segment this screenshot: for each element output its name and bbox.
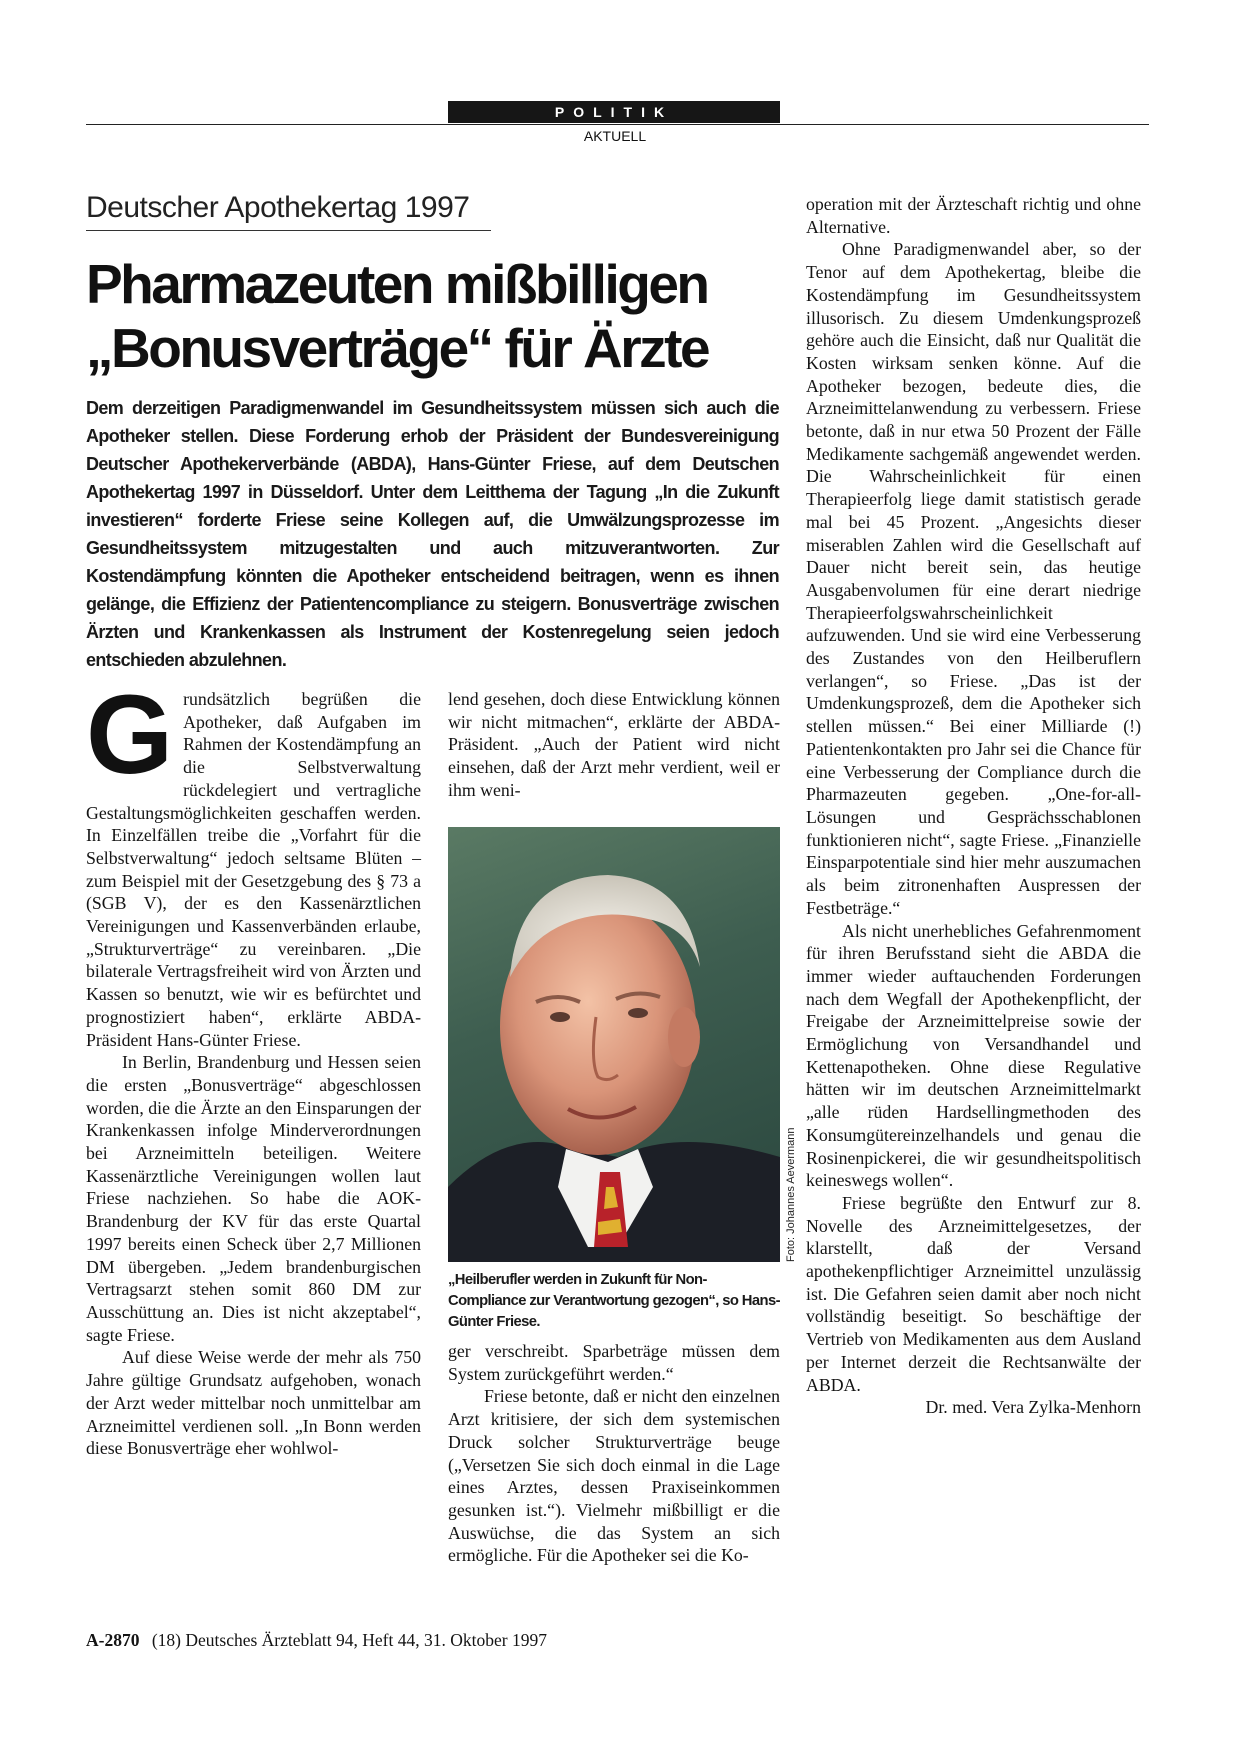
portrait-illustration bbox=[448, 827, 780, 1262]
paragraph-4: lend gesehen, doch diese Entwicklung können wir nicht mitmachen“, erklärte der ABDA-Präsident. „Auch der Patient wird nicht einsehen, daß der Arzt mehr verdient, weil er ihm weni- bbox=[448, 689, 780, 800]
body-column-2-bottom bbox=[448, 1340, 780, 1567]
paragraph-10: Friese begrüßte den Entwurf zur 8. Novelle des Arzneimittelgesetzes, der klarstellt, daß der Versand apothekenpflichtiger Arzneimittel unzulässig ist. Die Gefahren seien damit aber noch nicht vollständig beseitigt. So beschäftige der Vertrieb von Medikamenten aus dem Ausland per Internet derzeit die Rechtsanwälte der ABDA. bbox=[806, 1192, 1141, 1395]
article-headline bbox=[86, 252, 786, 380]
paragraph-1-text: rundsätzlich begrüßen die Apotheker, daß Aufgaben im Rahmen der Kostendämpfung an die Selbstverwaltung rückdelegiert und vertragliche Gestaltungsmöglichkeiten geschaffen werden. In Einzelfällen treibe die „Vorfahrt für die Selbstverwaltung“ jedoch seltsame Blüten – zum Beispiel mit der Gesetzgebung des § 73 a (SGB V), der es den Kassenärztlichen Vereinigungen und Kassenverbänden erlaube, „Strukturverträge“ zu vereinbaren. „Die bilaterale Vertragsfreiheit wird von Ärzten und Kassen so benutzt, wie wir es befürchtet und prognostiziert haben“, erklärte ABDA-Präsident Hans-Günter Friese. bbox=[86, 689, 421, 1050]
paragraph-2: In Berlin, Brandenburg und Hessen seien die ersten „Bonusverträge“ abgeschlossen worden, die die Ärzte an den Einsparungen der Krankenkassen infolge Minderverordnungen bei Arzneimitteln beteiligen. Weitere Kassenärztliche Vereinigungen wollen laut Friese nachziehen. So habe die AOK-Brandenburg der KV für das erste Quartal 1997 bereits einen Scheck über 2,7 Millionen DM übergeben. „Jedem brandenburgischen Vertragsarzt stehen somit 860 DM zur Ausschüttung an. Dies ist nicht akzeptabel“, sagte Friese. bbox=[86, 1052, 421, 1345]
paragraph-6: Friese betonte, daß er nicht den einzelnen Arzt kritisiere, der sich dem systemischen Druck solcher Strukturverträge beuge („Versetzen Sie sich doch einmal in die Lage eines Arztes, dessen Praxiseinkommen gesunken ist.“). Vielmehr mißbilligt er die Auswüchse, die das System an sich ermögliche. Für die Apotheker sei die Ko- bbox=[448, 1386, 780, 1566]
drop-cap: G bbox=[86, 672, 174, 797]
subsection-label: AKTUELL bbox=[583, 128, 647, 144]
article-author: Dr. med. Vera Zylka-Menhorn bbox=[925, 1397, 1141, 1418]
photo-caption: „Heilberufler werden in Zukunft für Non-Compliance zur Verantwortung gezogen“, so Hans-Günter Friese. bbox=[448, 1272, 780, 1330]
header-rule bbox=[86, 124, 1149, 125]
journal-citation: (18) Deutsches Ärzteblatt 94, Heft 44, 31. Oktober 1997 bbox=[151, 1630, 547, 1650]
paragraph-1 bbox=[86, 672, 421, 1051]
photo-credit: Foto: Johannes Aevermann bbox=[785, 1127, 797, 1262]
paragraph-9: Als nicht unerhebliches Gefahrenmoment für ihren Berufsstand sieht die ABDA die immer wieder auftauchenden Forderungen nach dem Wegfall der Apothekenpflicht, der Freigabe der Arzneimittelpreise sowie der Ermöglichung von Versandhandel und Kettenapotheken. Ohne diese Regulative hätten wir im deutschen Arzneimittelmarkt „alle rüden Hardsellingmethoden des Konsumgütereinzelhandels und genau die Rosinenpickerei, die wir gesundheitspolitisch keineswegs wollen“. bbox=[806, 920, 1141, 1191]
paragraph-7: operation mit der Ärzteschaft richtig und ohne Alternative. bbox=[806, 194, 1141, 237]
section-label: POLITIK bbox=[448, 101, 780, 123]
page-footer bbox=[86, 1630, 547, 1651]
article-kicker: Deutscher Apothekertag 1997 bbox=[86, 190, 491, 231]
body-column-1 bbox=[86, 672, 421, 1460]
page-number: A-2870 bbox=[86, 1630, 140, 1650]
headline-line-2: „Bonusverträge“ für Ärzte bbox=[86, 317, 709, 379]
body-column-2-top bbox=[448, 688, 780, 802]
paragraph-3: Auf diese Weise werde der mehr als 750 Jahre gültige Grundsatz aufgehoben, wonach der Arzt weder mittelbar noch unmittelbar am Arzneimittel verdienen soll. „In Bonn werden diese Bonusverträge eher wohlwol- bbox=[86, 1347, 421, 1459]
paragraph-8: Ohne Paradigmenwandel aber, so der Tenor auf dem Apothekertag, bleibe die Kostendämpfung im Gesundheitssystem illusorisch. Zu diesem Umdenkungsprozeß gehöre auch die Einsicht, daß nur Qualität die Kosten wirksam senken könne. Auf die Apotheker bezogen, bedeute dies, die Arzneimittelanwendung zu verbessern. Friese betonte, daß in nur etwa 50 Prozent der Fälle Medikamente sachgemäß angewendet werden. Die Wahrscheinlichkeit für einen Therapieerfolg liege damit statistisch gerade mal bei 45 Prozent. „Angesichts dieser miserablen Zahlen wird die Gesellschaft auf Dauer nicht bereit sein, das heutige Ausgabenvolumen für eine derart niedrige Therapieerfolgswahrscheinlichkeit aufzuwenden. Und sie wird eine Verbesserung des Zustandes von den Heilberuflern verlangen“, so Friese. „Das ist der Umdenkungsprozeß, dem die Apotheker sich stellen müssen.“ Bei einer Milliarde (!) Patientenkontakten pro Jahr sei die Chance für eine Verbesserung der Compliance durch die Pharmazeuten gegeben. „One-for-all-Lösungen und Gesprächsschablonen funktionieren nicht“, sagte Friese. „Finanzielle Einsparpotentiale sind hier mehr auszumachen als beim zitronenhaften Auspressen der Festbeträge.“ bbox=[806, 239, 1141, 918]
article-lead: Dem derzeitigen Paradigmenwandel im Gesundheitssystem müssen sich auch die Apotheker stellen. Diese Forderung erhob der Präsident der Bundesvereinigung Deutscher Apothekerverbände (ABDA), Hans-Günter Friese, auf dem Deutschen Apothekertag 1997 in Düsseldorf. Unter dem Leitthema der Tagung „In die Zukunft investieren“ forderte Friese seine Kollegen auf, die Umwälzungsprozesse im Gesundheitssystem mitzugestalten und auch mitzuverantworten. Zur Kostendämpfung könnten die Apotheker entscheidend beitragen, wenn es ihnen gelänge, die Effizienz der Patientencompliance zu steigern. Bonusverträge zwischen Ärzten und Krankenkassen als Instrument der Kostenregelung seien jedoch entschieden abzulehnen. bbox=[86, 398, 779, 670]
portrait-photo bbox=[448, 827, 780, 1262]
headline-line-1: Pharmazeuten mißbilligen bbox=[86, 253, 708, 315]
paragraph-5: ger verschreibt. Sparbeträge müssen dem System zurückgeführt werden.“ bbox=[448, 1341, 780, 1384]
body-column-3 bbox=[806, 193, 1141, 1419]
